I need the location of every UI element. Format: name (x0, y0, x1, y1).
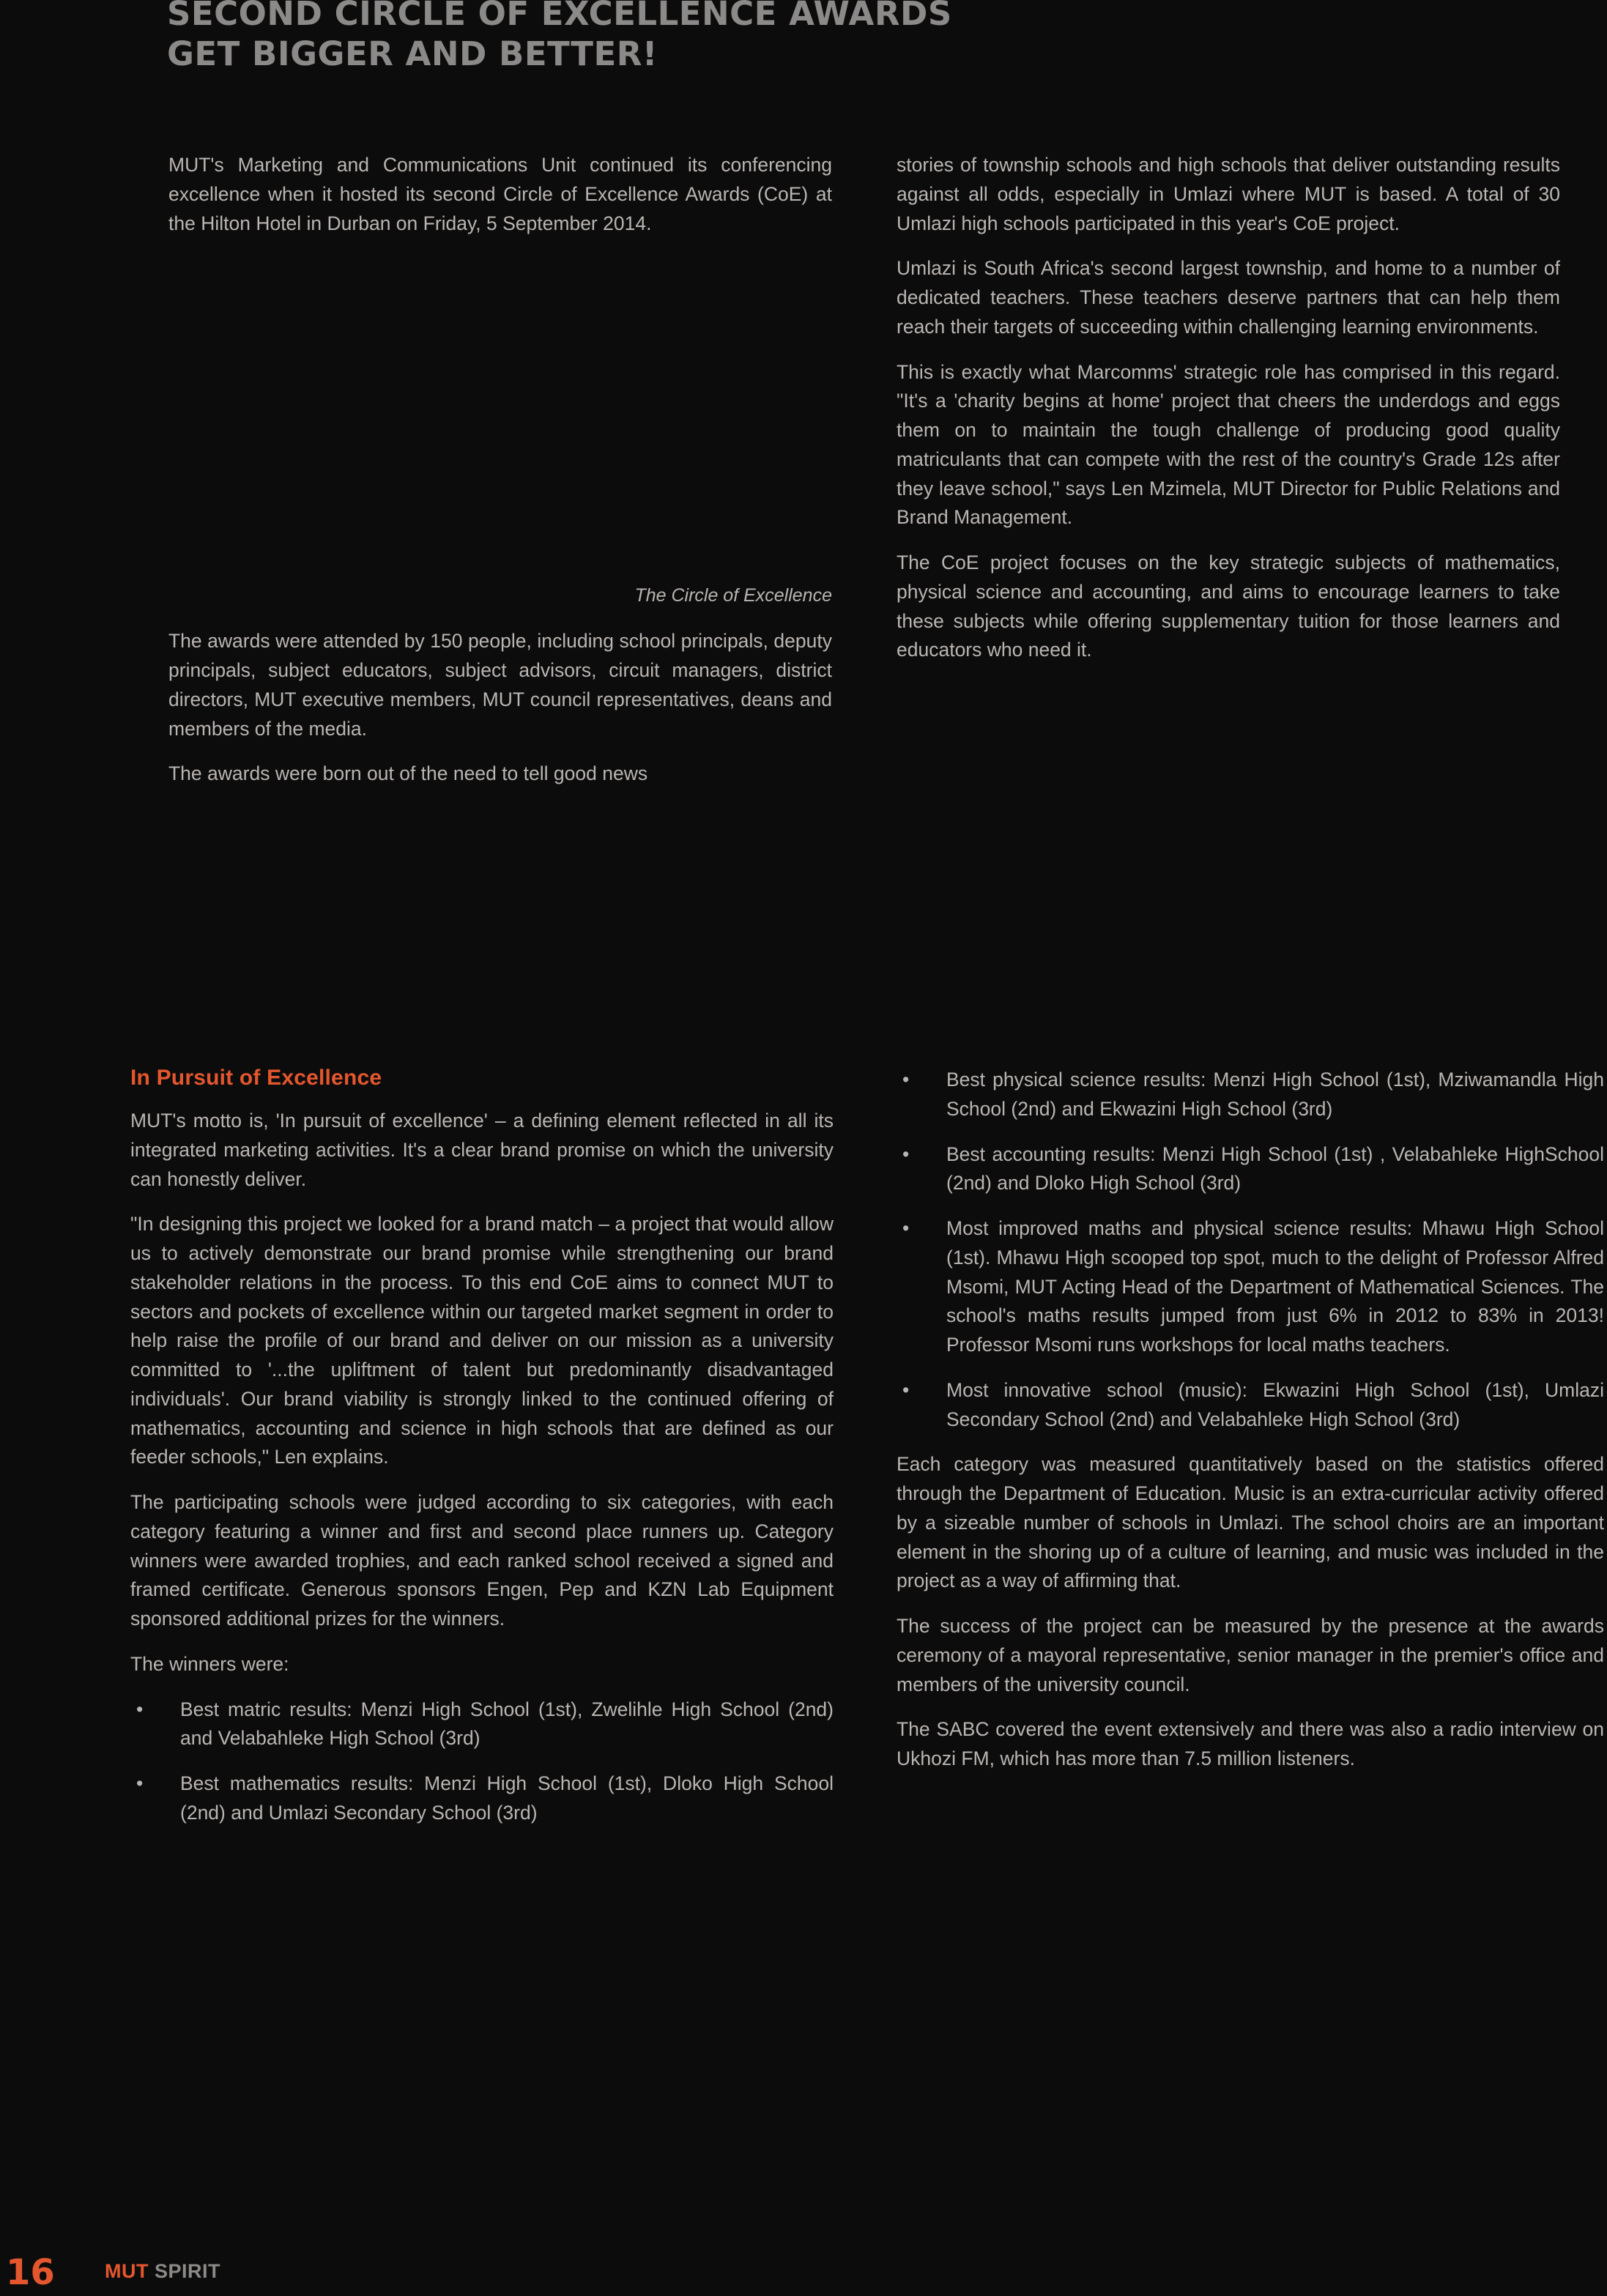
bullet-dot-icon: • (902, 1143, 910, 1165)
page-footer (0, 2239, 1607, 2296)
paragraph: The winners were: (130, 1652, 289, 1675)
list-item-text: Best physical science results: Menzi High School (1st), Mziwamandla High School (2nd) and Ekwazini High School (3rd) (946, 1069, 1604, 1120)
page-title-line-2: GET BIGGER AND BETTER! (167, 34, 658, 73)
footer-brand-mut: MUT (105, 2260, 149, 2282)
list-item (897, 1140, 1604, 1199)
bullet-dot-icon: • (902, 1378, 910, 1401)
page-title (167, 0, 1485, 75)
paragraph: This is exactly what Marcomms' strategic role has comprised in this regard. "It's a 'charity begins at home' project that cheers the underdogs and eggs them on to maintain the tough challenge of producing good quality matriculants that can compete with the rest of the country's Grade 12s after they leave school," says Len Mzimela, MUT Director for Public Relations and Brand Management. (897, 360, 1560, 529)
paragraph: The awards were attended by 150 people, including school principals, deputy principals, subject educators, subject advisors, circuit managers, district directors, MUT executive members, MUT council representatives, deans and members of the media. (168, 630, 832, 740)
list-item (897, 1214, 1604, 1360)
list-item (130, 1769, 834, 1828)
bottom-article-left-column (130, 1066, 834, 1844)
bullet-dot-icon: • (136, 1698, 144, 1720)
page-number: 16 (6, 2252, 55, 2293)
paragraph: The SABC covered the event extensively and there was also a radio interview on Ukhozi FM, which has more than 7.5 million listeners. (897, 1718, 1604, 1769)
footer-brand (105, 2260, 220, 2283)
paragraph: Each category was measured quantitatively based on the statistics offered through the Department of Education. Music is an extra-curricular activity offered by a sizeable number of schools in Umlazi. The school choirs are an important element in the shoring up of a culture of learning, and music was included in the project as a way of affirming that. (897, 1453, 1604, 1592)
photo-caption: The Circle of Excellence (634, 585, 832, 606)
paragraph: The participating schools were judged according to six categories, with each category featuring a winner and first and second place runners up. Category winners were awarded trophies, and each ranked school received a signed and framed certificate. Generous sponsors Engen, Pep and KZN Lab Equipment sponsored additional prizes for the winners. (130, 1491, 834, 1630)
list-item-text: Best accounting results: Menzi High School (1st) , Velabahleke HighSchool (2nd) and Dloko High School (3rd) (946, 1143, 1604, 1195)
bullet-dot-icon: • (902, 1217, 910, 1239)
paragraph: MUT's motto is, 'In pursuit of excellence' – a defining element reflected in all its integrated marketing activities. It's a clear brand promise on which the university can honestly deliver. (130, 1110, 834, 1190)
paragraph: Umlazi is South Africa's second largest township, and home to a number of dedicated teachers. These teachers deserve partners that can help them reach their targets of succeeding within challenging learning environments. (897, 257, 1560, 338)
list-item-text: Most innovative school (music): Ekwazini High School (1st), Umlazi Secondary School (2nd) and Velabahleke High School (3rd) (946, 1378, 1604, 1430)
bullet-dot-icon: • (136, 1772, 144, 1794)
footer-brand-spirit: SPIRIT (155, 2260, 221, 2282)
bullet-dot-icon: • (902, 1069, 910, 1091)
paragraph: The awards were born out of the need to tell good news (168, 762, 648, 785)
winners-list-left (130, 1695, 834, 1828)
paragraph: The CoE project focuses on the key strategic subjects of mathematics, physical science and accounting, and aims to encourage learners to take these subjects while offering supplementary tuition for those learners and educators who need it. (897, 551, 1560, 661)
list-item (130, 1695, 834, 1754)
top-article-right-column (897, 151, 1560, 665)
section-subheading: In Pursuit of Excellence (130, 1066, 382, 1090)
paragraph: stories of township schools and high schools that deliver outstanding results against all odds, especially in Umlazi where MUT is based. A total of 30 Umlazi high schools participated in this year's CoE project. (897, 154, 1560, 234)
bottom-article-right-column (897, 1066, 1604, 1774)
list-item-text: Best mathematics results: Menzi High School (1st), Dloko High School (2nd) and Umlazi Secondary School (3rd) (180, 1772, 834, 1824)
list-item (897, 1376, 1604, 1435)
list-item (897, 1066, 1604, 1124)
paragraph: MUT's Marketing and Communications Unit continued its conferencing excellence when it hosted its second Circle of Excellence Awards (CoE) at the Hilton Hotel in Durban on Friday, 5 September 2014. (168, 154, 832, 234)
list-item-text: Best matric results: Menzi High School (1st), Zwelihle High School (2nd) and Velabahleke High School (3rd) (180, 1698, 834, 1750)
list-item-text: Most improved maths and physical science results: Mhawu High School (1st). Mhawu High scooped top spot, much to the delight of Professor Alfred Msomi, MUT Acting Head of the Department of Mathematical Sciences. The school's maths results jumped from just 6% in 2012 to 83% in 2013! Professor Msomi runs workshops for local maths teachers. (946, 1217, 1604, 1356)
winners-list-right (897, 1066, 1604, 1434)
page-title-line-1: SECOND CIRCLE OF EXCELLENCE AWARDS (167, 0, 952, 33)
paragraph: "In designing this project we looked for a brand match – a project that would allow us to actively demonstrate our brand promise while strengthening our brand stakeholder relations in the process. To this end CoE aims to connect MUT to sectors and pockets of excellence within our targeted market segment in order to help raise the profile of our brand and deliver on our mission as a university committed to '...the upliftment of talent but predominantly disadvantaged individuals'. Our brand viability is strongly linked to the continued offering of mathematics, accounting and science in high schools that are defined as our feeder schools," Len explains. (130, 1213, 834, 1468)
top-article-left-column (168, 151, 832, 789)
paragraph: The success of the project can be measured by the presence at the awards ceremony of a mayoral representative, senior manager in the premier's office and members of the university council. (897, 1615, 1604, 1695)
